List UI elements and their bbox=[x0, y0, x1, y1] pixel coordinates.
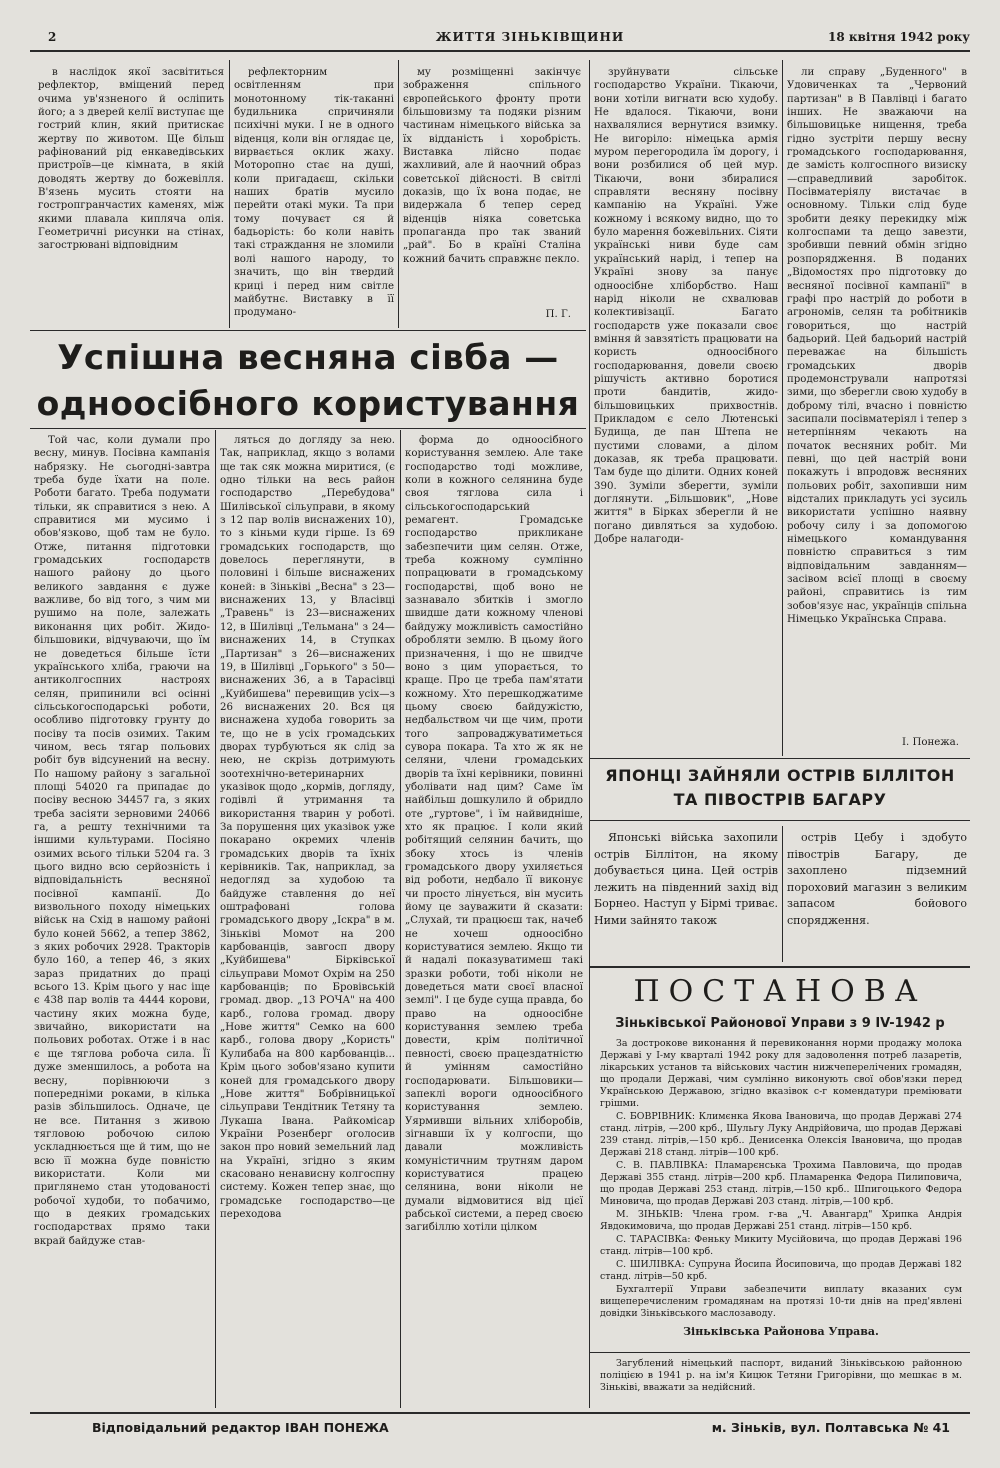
top-article-col-1: в наслідок якої засвітиться рефлектор, вміщений перед очима ув'язненого й осліпить його; а з дверей келії виступає ще гострий клин, який притискає жертву по животом. Ще більш рафінований рід енкаведівських пристроїв—це кімната, в якій доводять жертву до божевілля. В'язень мусить стояти на гостропгранчастих каменях, між якими плавала кипляча олія. Геометричні рисунки на стінах, загострюванi відповідним bbox=[38, 67, 224, 252]
japan-news-col-2: острів Цебу і здобуто півострів Багару, де захоплено підземний пороховий магазин з великим запасом бойового спорядження. bbox=[787, 831, 967, 927]
resolution-item: С. ТАРАСІВКа: Феньку Микиту Мусійовича, що продав Державі 196 станд. літрів—100 крб. bbox=[600, 1234, 962, 1257]
top-article-col-2: рефлекторним освітленням при монотонному тік-таканні будильника спричиняли психічні муки. І не в одного віденця, коли він оглядає це, вирвається оклик жаху. Моторопно стає на душі, коли пригадаєш, скільки наших братів мусило перейти отакі муки. Та при тому почуваєт ся й бадьорість: бо коли навіть такі страждання не зломили волі нашого народу, то значить, що він твердий криці і перед ним світле майбутнє. Виставку в її продуманo- bbox=[234, 67, 394, 319]
main-article-col-1: Той час, коли думали про весну, минув. Посівна кампанія набрязку. Не сьогодні-завтра треба буде їхати на поле. Роботи багато. Треба подумати тільки, як справитися з нею. А справитися ми мусимо і обов'язково, щоб там не було. Отже, питання підготовки громадських господарств нашого району до цього великого завдання є дуже важливе, бо від того, з чим ми рушимо на поле, залежать виконання цих робіт. Жидо-більшовики, відчуваючи, що їм не доведеться більше їсти українського хліба, граючи на антиколгоспних настроях селян, припинили всі осінні сільськогосподарські роботи, особливо підготовку грунту до посіву та посів озимих. Таким чином, весь тягар польових робіт був відсунений на весну. По нашому району з загальної площі 54020 га припадає до посіву весною 34457 га, з яких треба засіяти зерновими 24066 га, а решту технічними та іншими культурами. Посіяно озимих всього тільки 5204 га. З цього видно всю серйозність і відповідальність весняної посівної кампанії. До визвольного походу німецьких військ на Схід в нашому районі було коней 5662, а тепер 3862, з яких робочих 2928. Тракторів було 160, а тепер 46, з яких зараз придатних до праці всього 13. Крім цього у нас іще є 438 пар волів та 4444 корови, частину яких можна буде, звичайно, використати на польових роботах. Отже і в нас є ще тяглова робоча сила. Її дуже зменшилось, а робота на весну, порівнюючи з попередніми роками, в кілька разів збільшилось. Одначе, це не все. Питання з живою тягловою робочою силою ускладнюється ще й тим, що не всю її можна буде повністю використати. Коли ми приглянемо стан утодованості робочої худоби, то побачимо, що в деяких громадських господарствах прямо таки вкрай байдуже став- bbox=[34, 435, 210, 1247]
divider bbox=[398, 60, 399, 328]
paper-title: ЖИТТЯ ЗІНЬКІВЩИНИ bbox=[435, 30, 625, 44]
japan-headline-1: ЯПОНЦІ ЗАЙНЯЛИ ОСТРІВ БІЛЛІТОН bbox=[605, 766, 955, 785]
footer-rule bbox=[30, 1412, 970, 1414]
divider bbox=[589, 60, 590, 1408]
headline-top-rule bbox=[30, 330, 586, 331]
resolution-item: С. БОВРІВНИК: Климєнка Якова Івановича, що продав Державі 274 станд. літрів, —200 крб., Шульгу Луку Андрійовича, що продав Державі 239 станд. літрів,—150 крб.. Денисенка Олексія Івановича, що продав Державі 218 станд. літрів—100 крб. bbox=[600, 1111, 962, 1158]
page-number: 2 bbox=[48, 30, 57, 44]
resolution-signature: Зіньківська Районова Управа. bbox=[683, 1325, 879, 1338]
rule bbox=[590, 966, 970, 968]
top-article-col-3: му розміщенні закінчує зображення спільного європейського фронту проти більшовизму та подяки різним частинам німецького війська за їх відданість і хоробрість. Виставка лійсно подає жахливий, але й наочний образ советської дійсності. В світлі доказів, що їх вона подає, не видержала б тепер серед віденців ніяка советська пропаганда про так званий „рай". Бо в країні Сталіна кожний бачить справжнє пекло. bbox=[403, 67, 581, 265]
issue-date: 18 квітня 1942 року bbox=[827, 30, 970, 44]
main-article-col-3: форма до одноосібного користування землею. Але таке господарство тоді можливе, коли в кожного селянина буде своя тяглова сила і сільськогосподарський ремагент. Громадське господарство прикликане забезпечити цим селян. Отже, треба кожному сумлінно попрацювати в громадському господарстві, щоб воно не зазнавало збитків і змогло швидше дати кожному членові байдужу можливість самостійно обробляти землю. В цьому його призначення, і що не швидче воно з цим упорається, то краще. Про це треба пам'ятати кожному. Хто перешкоджатиме цьому своєю байдужістю, недбальством чи ще чим, проти того запроваджуватиметься сувора покара. Та хто ж як не селяни, члени громадських дворів та їхні керівники, повинні уболівати над цим? Саме їм найбільш дошкулило й обридло оте „гуртове", і їм найвидніше, хто як працює. І коли який робітящий селянин бачить, що збоку хтось із членів громадського двору ухиляється від роботи, недбало її виконує чи просто лінується, він мусить йому це зауважити й сказати: „Слухай, ти працюєш так, начеб не хочеш одноосібно користуватися землею. Якщо ти й надалі показуватимеш такі зразки роботи, тобі ніколи не доведеться мати своєї власної землі". І це буде суща правда, бо право на одноосібне користування землею треба довести, крім політичної певності, своєю працездатністю й умінням самостійно господарювати. Більшовики—запеклі вороги одноосібного користування землею. Уярмивши вільних хліборобів, зігнавши їх у колгоспи, що давали можливість комуністичним трутням даром користуватися працею селянина, вони ніколи не думали відмовитися від цієї рабської системи, а перед своєю загибіллю хотіли цілком bbox=[405, 435, 583, 1234]
top-article-signature: П. Г. bbox=[545, 309, 571, 320]
resolution-closing: Бухгалтерії Управи забезпечити виплату вказаних сум вищеперечисленим громадянам на протязі 10-ти днів на пред'явлені довідки Зіньківського маслозаводу. bbox=[600, 1284, 962, 1319]
footer-address: м. Зіньків, вул. Полтавська № 41 bbox=[711, 1420, 950, 1435]
japan-headline-2: ТА ПІВОСТРІВ БАГАРУ bbox=[673, 790, 887, 809]
header-rule bbox=[30, 50, 970, 52]
headline-bottom-rule bbox=[30, 428, 586, 429]
main-article-col-2: ляться до догляду за нею. Так, наприклад, якщо з волами ще так сяк можна миритися, (є одно тільки на весь район господарство „Перебудова" Шилівської сільуправи, в якому з 12 пар волів виснажених 10), то з кіньми куди гірше. Із 69 громадських господарств, що довелось переглянути, в половині і більше виснажених коней: в Зіньківі „Весна" з 23—виснажених 13, у Власівці „Травень" із 23—виснажених 12, в Шилівці „Тельмана" з 24—виснажених 14, в Ступках „Партизан" з 26—виснажених 19, в Шилівці „Горького" з 50—виснажених 36, а в Тарасівці „Куйбишева" перевищив усіх—з 26 виснажених 20. Вся ця виснажена худоба говорить за те, що не в усіх громадських дворах турбуються як слід за нею, не скрізь дотримують зоотехнічно-ветеринарних указівок щодо „кормів, догляду, годівлі й утримання та використання тварин у роботі. За порушення цих указівок уже покарано окремих членів громадських дворів та їхніх керівників. Так, наприклад, за недогляд за худобою та байдуже ставлення до неї оштрафовані голова громадського двору „Іскра" в м. Зіньківі Момот на 200 карбованців, завгосп двору „Куйбишева" Бірківської сільуправи Момот Охрім на 250 карбованців; по Бровівській громад. двор. „13 РОЧА" на 400 карб., голова громад. двору „Нове життя" Семко на 600 карб., голова двору „Користь" Кулибаба на 800 карбованців... Крім цього зобов'язано купити коней для громадського двору „Нове життя" Бобрівницької сільуправи Тендітник Тетяну та Лукаша Івана. Райкомісар України Розенберг оголосив закон про новий земельний лад на Україні, згідно з яким скасовано ненависну колгоспну систему. Кожен тепер знає, що громадське господарство—це переходова bbox=[220, 435, 395, 1220]
resolution-body bbox=[600, 1038, 962, 1350]
divider bbox=[782, 826, 783, 962]
rule bbox=[590, 1352, 970, 1353]
resolution-title: ПОСТАНОВА bbox=[633, 974, 927, 1009]
japan-news-col-1: Японські війська захопили острів Біллітон, на якому добувається цина. Цей острів лежить на південний захід від Борнео. Наступ у Бірмі триває. Ними зайнято також bbox=[594, 831, 778, 927]
divider bbox=[229, 60, 230, 328]
rule bbox=[590, 820, 970, 821]
resolution-subtitle: Зіньківської Районової Управи з 9 IV-1942 р bbox=[615, 1016, 945, 1031]
resolution-item: С. В. ПАВЛІВКА: Пламарєнська Трохима Павловича, що продав Державі 355 станд. літрів—200 крб. Пламаренка Федора Пилиповича, що продав Державі 253 станд. літрів,—150 крб.. Шпигоцького Федора Миновича, що продав Державі 203 станд. літрів,—100 крб. bbox=[600, 1160, 962, 1207]
resolution-intro: За дострокове виконання й перевиконання норми продажу молока Державі у І-му кварталі 1942 року для задоволення потреб лазаретів, лікарських установ та військових частин нижчеперелічених громадян, що продали Державі, чим сумлінно виконують свої обов'язки перед Українською Державою, згідно вказівок с-г комендатури преміювати грішми. bbox=[600, 1038, 962, 1109]
main-article-col-4: зруйнувати сільське господарство України. Тікаючи, вони хотіли вигнати всю худобу. Не вдалося. Тікаючи, вони нахвалялися вернутися взимку. Не вигоріло: німецька армія муром перегородила їм дорогу, і вони розбилися об цей мур. Тікаючи, вони збиралися справляти весняну посівну кампанію на Україні. Уже кожному і всякому видно, що то було марення божевільних. Сіяти українські ниви буде сам український нарід, і тепер на Україні знову за панує одноосібне хліборбство. Наш нарід ніколи не схвалював колективізації. Багато господарств уже показали своє вміння й завзятість працювати на користь одноосібного господарювання, довели своєю рішучість активно боротися проти бандитів, жидо-більшовицьких прихвостнів. Прикладом є село Лютенські Будища, де пан Штепа не пустими словами, а ділом доказав, як треба працювати. Там буде що ділити. Одних коней 390. Зуміли зберегти, зуміли доглянути. „Більшовик", „Нове життя" в Бірках зберегли й не погано дивляться за худобою. Добре налагоди- bbox=[594, 67, 778, 546]
main-article-col-5: ли справу „Буденного" в Удовиченках та „Червоний партизан" в В Павлівці і багато інших. Не зважаючи на більшовицьке нищення, треба гідно зустріти першу весну громадського господарювання, де замість колгоспного визиску—справедливий заробіток. Посівматеріялу вистачає в основному. Тільки слід буде зробити деяку перекидку між колгоспами та дещо завезти, зробивши певний обмін згідно розпорядження. В поданих „Відомостях про підготовку до весняної посівної кампанії" в графі про настрій до роботи в агрономів, селян та робітників говориться, що настрій бадьорий. Цей бадьорий настрій переважає на більшість громадських дворів продемонстрували напротязі зими, що зберегли свою худобу в доброму тілі, вчасно і повністю засипали посівматеріял і тепер з нетерпінням чекають на початок весняних робіт. Ми певні, що цей настрій вони покажуть і впродовж весняних польових робіт, захопивши ним відсталих прикладуть усі зусиль використати успішно наявну робочу силу і за допомогою німецького командування повністю справиться з тим відповідальним завданням—засівом всієї площі в своєму районі, справитись із тим зобов'язує нас, українців спільна Німецько Українська Справа. bbox=[787, 67, 967, 626]
rule bbox=[590, 758, 970, 759]
main-article-signature: І. Понежа. bbox=[901, 737, 959, 748]
main-headline-line-1: Успішна весняна сівба — bbox=[57, 338, 559, 378]
lost-passport-notice: Загублений німецький паспорт, виданий Зіньківською районною поліцією в 1941 р. на ім'я Кицюк Тетяни Григорівни, що мешкає в м. Зіньківі, вважати за недійсний. bbox=[600, 1358, 962, 1393]
divider bbox=[782, 60, 783, 756]
divider bbox=[215, 430, 216, 1408]
main-headline-line-2: одноосібного користування bbox=[36, 384, 580, 423]
footer-editor: Відповідальний редактор ІВАН ПОНЕЖА bbox=[92, 1420, 389, 1435]
divider bbox=[400, 430, 401, 1408]
resolution-item: М. ЗІНЬКІВ: Члена гром. г-ва „Ч. Авангард" Хрипка Андрія Явдокимовича, що продав Державі 251 станд. літрів—150 крб. bbox=[600, 1209, 962, 1232]
resolution-item: С. ШИЛІВКА: Супруна Йосипа Йосиповича, що продав Державі 182 станд. літрів—50 крб. bbox=[600, 1259, 962, 1282]
